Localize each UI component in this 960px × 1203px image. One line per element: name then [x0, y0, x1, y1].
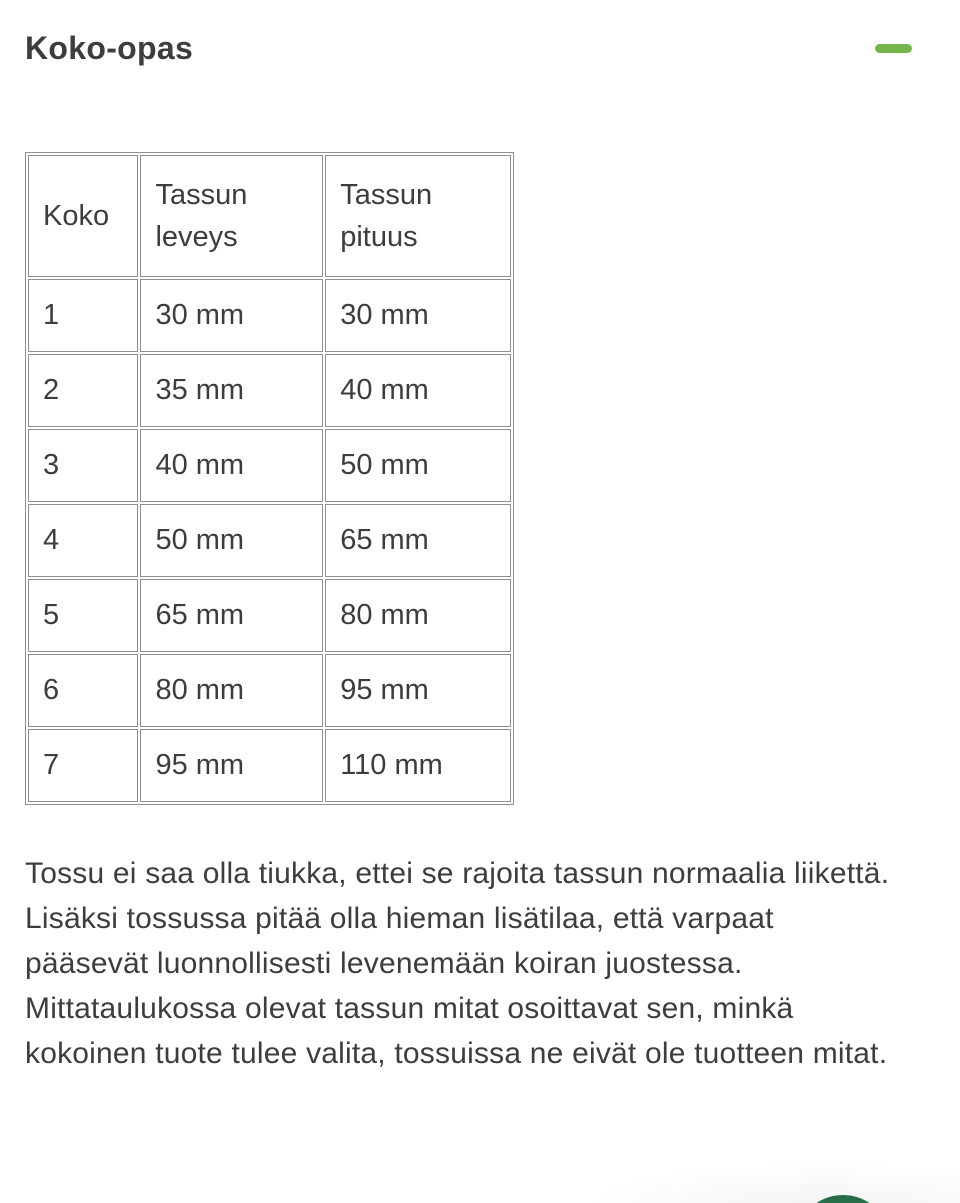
- cell-width: 40 mm: [140, 429, 323, 502]
- chat-widget-shadow: [580, 1163, 960, 1203]
- table-row: [28, 654, 511, 727]
- cell-length: 80 mm: [325, 579, 511, 652]
- col-header-koko: Koko: [28, 155, 138, 277]
- cell-length: 50 mm: [325, 429, 511, 502]
- cell-length: 95 mm: [325, 654, 511, 727]
- cell-length: 30 mm: [325, 279, 511, 352]
- table-header-row: [28, 155, 511, 277]
- collapse-button[interactable]: [875, 38, 912, 59]
- accordion-header: [0, 0, 960, 67]
- table-row: [28, 429, 511, 502]
- cell-width: 80 mm: [140, 654, 323, 727]
- cell-width: 35 mm: [140, 354, 323, 427]
- size-guide-description: Tossu ei saa olla tiukka, ettei se rajoita tassun normaalia liikettä. Lisäksi tossussa pitää olla hieman lisätilaa, että varpaat pääsevät luonnollisesti levenemään koiran juostessa. Mittataulukossa olevat tassun mitat osoittavat sen, minkä kokoinen tuote tulee valita, tossuissa ne eivät ole tuotteen mitat.: [25, 857, 890, 1070]
- page-title: Koko-opas: [25, 30, 194, 66]
- cell-size: 5: [28, 579, 138, 652]
- table-row: [28, 279, 511, 352]
- minus-icon: [875, 44, 912, 53]
- cell-size: 1: [28, 279, 138, 352]
- size-guide-table: [25, 152, 514, 805]
- table-row: [28, 354, 511, 427]
- cell-width: 65 mm: [140, 579, 323, 652]
- table-row: [28, 579, 511, 652]
- col-header-tassun-leveys: Tassun leveys: [140, 155, 323, 277]
- cell-width: 30 mm: [140, 279, 323, 352]
- cell-size: 7: [28, 729, 138, 802]
- cell-size: 3: [28, 429, 138, 502]
- table-row: [28, 729, 511, 802]
- cell-size: 6: [28, 654, 138, 727]
- cell-size: 4: [28, 504, 138, 577]
- cell-size: 2: [28, 354, 138, 427]
- table-row: [28, 504, 511, 577]
- cell-length: 40 mm: [325, 354, 511, 427]
- cell-length: 110 mm: [325, 729, 511, 802]
- cell-width: 50 mm: [140, 504, 323, 577]
- chat-button[interactable]: [795, 1195, 891, 1203]
- col-header-tassun-pituus: Tassun pituus: [325, 155, 511, 277]
- cell-length: 65 mm: [325, 504, 511, 577]
- cell-width: 95 mm: [140, 729, 323, 802]
